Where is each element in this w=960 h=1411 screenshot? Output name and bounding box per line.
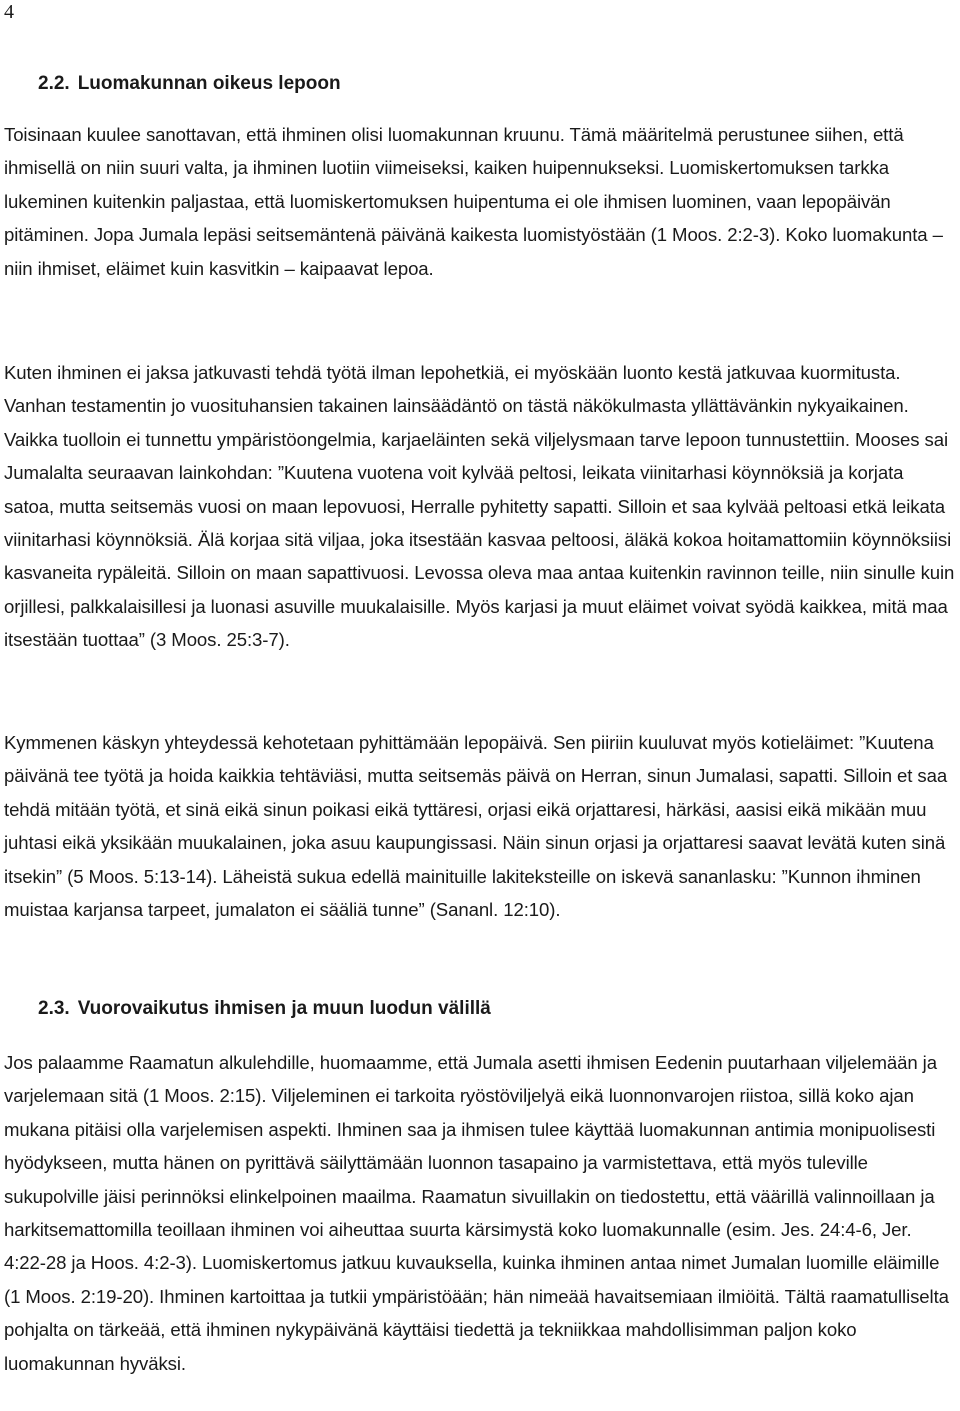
section-heading-2-3 bbox=[38, 997, 491, 1021]
paragraph: Kymmenen käskyn yhteydessä kehotetaan pyhittämään lepopäivä. Sen piiriin kuuluvat myös kotieläimet: ”Kuutena päivänä tee työtä ja hoida kaikkia tehtäviäsi, mutta seitsemäs päivä on Herran, sinun Jumalasi, sapatti. Silloin et saa tehdä mitään työtä, et sinä eikä sinun poikasi eikä tyttäresi, orjasi eikä orjattaresi, härkäsi, aasisi eikä mikään muu juhtasi eikä yksikään muukalainen, joka asuu kaupungissasi. Näin sinun orjasi ja orjattaresi saavat levätä kuten sinä itsekin” (5 Moos. 5:13-14). Läheistä sukua edellä mainituille lakiteksteille on iskevä sananlasku: ”Kunnon ihminen muistaa karjansa tarpeet, jumalaton ei sääliä tunne” (Sananl. 12:10). bbox=[4, 732, 948, 921]
paragraph: Toisinaan kuulee sanottavan, että ihminen olisi luomakunnan kruunu. Tämä määritelmä perustunee siihen, että ihmisellä on niin suuri valta, ja ihminen luotiin viimeiseksi, kaiken huipennukseksi. Luomiskertomuksen tarkka lukeminen kuitenkin paljastaa, että luomiskertomuksen huipentuma ei ole ihmisen luominen, vaan lepopäivän pitäminen. Jopa Jumala lepäsi seitsemäntenä päivänä kaikesta luomistyöstään (1 Moos. 2:2-3). Koko luomakunta – niin ihmiset, eläimet kuin kasvitkin – kaipaavat lepoa. bbox=[4, 124, 943, 279]
section-heading-2-2 bbox=[38, 72, 341, 96]
paragraph: Kuten ihminen ei jaksa jatkuvasti tehdä työtä ilman lepohetkiä, ei myöskään luonto kestä jatkuvaa kuormitusta. Vanhan testamentin jo vuosituhansien takainen lainsäädäntö on tästä näkökulmasta yllättävänkin nykyaikainen. Vaikka tuolloin ei tunnettu ympäristöongelmia, karjaeläinten sekä viljelysmaan tarve lepoon tunnustettiin. Mooses sai Jumalalta seuraavan lainkohdan: ”Kuutena vuotena voit kylvää peltosi, leikata viinitarhasi köynnöksiä ja korjata satoa, mutta seitsemäs vuosi on maan lepovuosi, Herralle pyhitetty sapatti. Silloin et saa kylvää peltoasi etkä leikata viinitarhasi köynnöksiä. Älä korjaa sitä viljaa, joka itsestään kasvaa peltoosi, äläkä kokoa hoitamattomiin köynnöksiisi kasvaneita rypäleitä. Silloin on maan sapattivuosi. Levossa oleva maa antaa kuitenkin ravinnon teille, niin sinulle kuin orjillesi, palkkalaisillesi ja luonasi asuville muukalaisille. Myös karjasi ja muut eläimet voivat syödä kaikkea, mitä maa itsestään tuottaa” (3 Moos. 25:3-7). bbox=[4, 362, 955, 651]
page-number: 4 bbox=[4, 1, 14, 23]
section-title: Luomakunnan oikeus lepoon bbox=[77, 73, 341, 94]
paragraph: Jos palaamme Raamatun alkulehdille, huomaamme, että Jumala asetti ihmisen Eedenin puutarhaan viljelemään ja varjelemaan sitä (1 Moos. 2:15). Viljeleminen ei tarkoita ryöstöviljelyä eikä luonnonvarojen riistoa, sillä koko ajan mukana pitäisi olla varjelemisen aspekti. Ihminen saa ja ihmisen tulee käyttää luomakunnan antimia monipuolisesti hyödykseen, mutta hänen on pyrittävä säilyttämään luonnon tasapaino ja varmistettava, että myös tuleville sukupolville jäisi perinnöksi elinkelpoinen maailma. Raamatun sivuillakin on tiedostettu, että väärillä valinnoillaan ja harkitsemattomilla teoillaan ihminen voi aiheuttaa suurta kärsimystä koko luomakunnalle (esim. Jes. 24:4-6, Jer. 4:22-28 ja Hoos. 4:2-3). Luomiskertomus jatkuu kuvauksella, kuinka ihminen antaa nimet Jumalan luomille eläimille (1 Moos. 2:19-20). Ihminen kartoittaa ja tutkii ympäristöään; hän nimeää havaitsemiaan ilmiöitä. Tältä raamatulliselta pohjalta on tärkeää, että ihminen nykypäivänä käyttäisi tiedettä ja tekniikkaa mahdollisimman paljon koko luomakunnan hyväksi. bbox=[4, 1052, 949, 1374]
section-title: Vuorovaikutus ihmisen ja muun luodun välillä bbox=[77, 998, 491, 1019]
section-number: 2.2. bbox=[38, 73, 70, 94]
section-number: 2.3. bbox=[38, 998, 70, 1019]
